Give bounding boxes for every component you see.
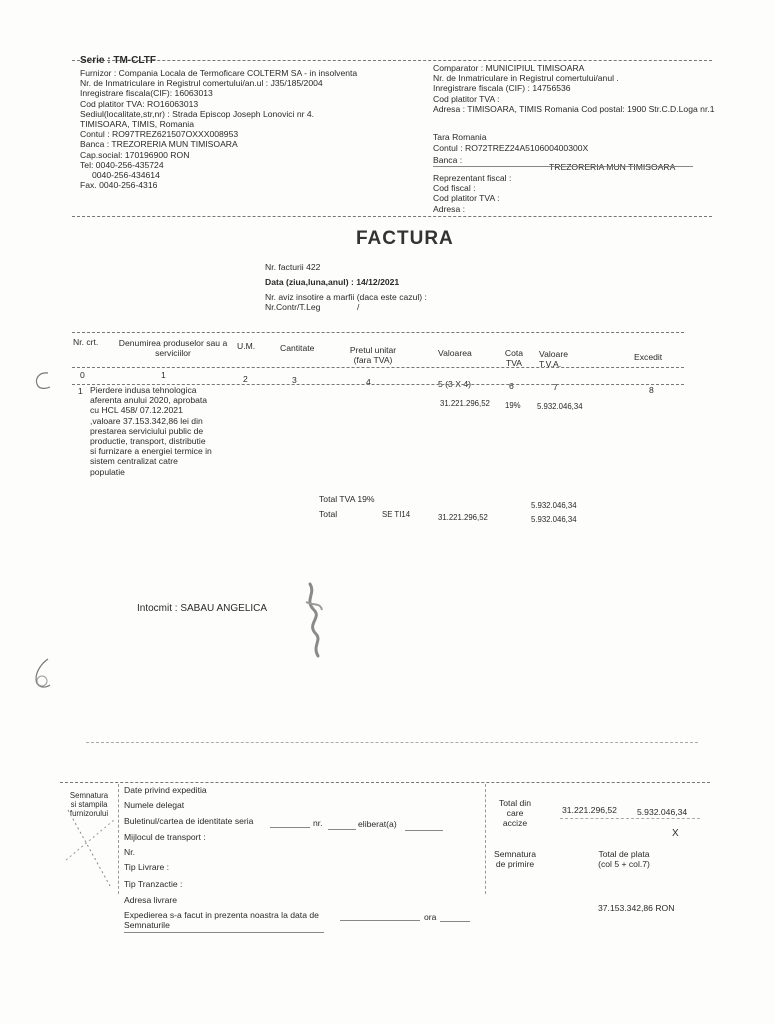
punch-mark-top	[30, 370, 54, 392]
receipt-signature-label	[490, 849, 540, 869]
total-tva: 5.932.046,34	[531, 515, 577, 524]
supplier-block	[80, 68, 357, 190]
supplier-line: Tel: 0040-256-435724	[80, 159, 164, 170]
total-plata-label	[588, 849, 660, 869]
expediere-ora-line	[440, 921, 470, 922]
index-cell: 6	[509, 381, 514, 391]
top-divider	[72, 60, 712, 61]
total-tva-label: Total TVA 19%	[319, 494, 375, 504]
buyer-line: Cod platitor TVA :	[433, 93, 500, 104]
supplier-line: Sediul(localitate,str,nr) : Strada Episcop Joseph Lonovici nr 4.	[80, 108, 315, 119]
th-pret: Pretul unitar (fara TVA)	[349, 345, 397, 366]
supplier-line: Contul : RO97TREZ621507OXXX008953	[80, 129, 239, 140]
buyer-line: Adresa : TIMISOARA, TIMIS Romania Cod postal: 1900 Str.C.D.Loga nr.1	[433, 103, 715, 114]
footer-total-tva: 5.932.046,34	[637, 807, 688, 817]
supplier-line: Banca : TREZORERIA MUN TIMISOARA	[80, 139, 238, 150]
header-sep-1	[72, 367, 684, 368]
total-din-care-line: accize	[502, 818, 528, 829]
footer-field-tip-tranzactie: Tip Tranzactie :	[124, 879, 183, 889]
buyer-line: Nr. de Inmatriculare in Registrul comertului/anul .	[433, 73, 619, 84]
th-denumire: Denumirea produselor sau a serviciilor	[118, 338, 228, 359]
th-cantitate: Cantitate	[280, 343, 315, 353]
footer-field-buletin: Buletinul/cartea de identitate seria	[124, 816, 254, 826]
buyer-extra-line: Cod fiscal :	[433, 183, 476, 194]
description-line: aferenta anului 2020, aprobata	[90, 395, 208, 406]
invoice-title: FACTURA	[356, 228, 454, 249]
row-valoare-tva: 5.932.046,34	[537, 402, 583, 411]
th-valoarea: Valoarea	[438, 348, 472, 358]
index-cell: 0	[80, 370, 85, 380]
footer-field-transport: Mijlocul de transport :	[124, 832, 206, 842]
buyer-extra	[433, 173, 511, 214]
description-line: si furnizare a energiei termice in	[90, 446, 212, 457]
footer-field-nr: Nr.	[124, 847, 135, 857]
buyer-account: Contul : RO72TREZ24A510600400300X	[433, 143, 589, 153]
buletin-line-3	[405, 830, 443, 831]
total-valoare: 31.221.296,52	[438, 513, 488, 522]
header-divider	[72, 216, 712, 217]
receipt-label-line: de primire	[495, 859, 535, 870]
lower-divider	[86, 742, 698, 743]
index-cell: 1	[161, 370, 166, 380]
stamp-label-line: Semnatura	[69, 791, 109, 800]
footer-total-value: 31.221.296,52	[562, 805, 617, 815]
footer-field-expeditie: Date privind expeditia	[124, 785, 207, 795]
buyer-block	[433, 63, 715, 114]
footer-vline-2	[485, 784, 486, 894]
description-line: populatie	[90, 466, 125, 477]
stamp-label-line: si stampila	[70, 800, 108, 809]
supplier-line: Fax. 0040-256-4316	[80, 180, 158, 191]
total-tva-value: 5.932.046,34	[531, 501, 577, 510]
th-nr: Nr. crt.	[73, 337, 99, 347]
series-label: Serie : TM-CLTF	[80, 55, 156, 66]
row-cota: 19%	[505, 401, 521, 410]
index-cell: 8	[649, 385, 654, 395]
total-plata-line: Total de plata	[598, 849, 650, 859]
buyer-extra-line: Adresa :	[433, 203, 466, 214]
th-excedit: Excedit	[634, 352, 663, 362]
supplier-line: Furnizor : Compania Locala de Termoficare COLTERM SA - in insolventa	[80, 68, 358, 78]
description-line: productie, transport, distributie	[90, 436, 206, 447]
footer-x-mark: X	[672, 828, 679, 839]
table-top-rule	[72, 332, 684, 333]
expediere-date-line	[340, 920, 420, 921]
description-line: cu HCL 458/ 07.12.2021	[90, 405, 183, 416]
th-valoare-tva: Valoare T.V.A.	[539, 349, 568, 370]
stamp-marks	[60, 800, 120, 890]
supplier-line: Cap.social: 170196900 RON	[80, 149, 190, 160]
total-code: SE TI14	[382, 510, 411, 519]
supplier-line: Nr. de Inmatriculare in Registrul comertului/an.ul : J35/185/2004	[80, 78, 323, 89]
intocmit-label: Intocmit : SABAU ANGELICA	[137, 603, 268, 614]
footer-total-underline	[560, 818, 700, 819]
total-plata-value: 37.153.342,86 RON	[598, 903, 675, 913]
supplier-line: Inregistrare fiscala(CIF): 16063013	[80, 88, 213, 99]
footer-eliberat-label: eliberat(a)	[358, 819, 397, 829]
row-description	[90, 385, 212, 477]
footer-field-expedierea: Expedierea s-a facut in prezenta noastra la data de	[124, 910, 319, 920]
total-din-care-label	[490, 798, 540, 829]
invoice-date: Data (ziua,luna,anul) : 14/12/2021	[265, 277, 400, 287]
total-din-care-line: Total din	[498, 798, 531, 808]
footer-nr-label: nr.	[313, 818, 323, 828]
th-cota: Cota TVA	[504, 348, 524, 369]
buyer-bank-label: Banca :	[433, 155, 463, 165]
invoice-number: Nr. facturii 422	[265, 262, 321, 272]
punch-mark-bottom	[28, 655, 58, 693]
buyer-extra-line: Reprezentant fiscal :	[433, 173, 512, 183]
total-plata-line: (col 5 + col.7)	[598, 859, 650, 870]
buyer-line: Inregistrare fiscala (CIF) : 14756536	[433, 83, 571, 94]
footer-ora-label: ora	[424, 912, 437, 922]
footer-field-tip-livrare: Tip Livrare :	[124, 862, 170, 872]
supplier-line: TIMISOARA, TIMIS, Romania	[80, 119, 194, 130]
index-cell: 2	[243, 374, 248, 384]
invoice-contract: Nr.Contr/T.Leg	[265, 302, 321, 312]
buyer-bank-value: TREZORERIA MUN TIMISOARA	[549, 162, 676, 172]
footer-top-rule	[60, 782, 710, 783]
footer-field-adresa: Adresa livrare	[124, 895, 178, 905]
bank-underline	[433, 166, 693, 167]
buletin-line-2	[328, 829, 356, 830]
row-nr: 1	[78, 386, 83, 396]
footer-field-semnaturile: Semnaturile	[124, 920, 170, 930]
index-cell: 4	[366, 377, 371, 387]
description-line: ,valoare 37.153.342,86 lei din	[90, 415, 203, 426]
index-cell: 7	[553, 382, 558, 392]
index-cell: 3	[292, 375, 297, 385]
supplier-line: 0040-256-434614	[92, 170, 160, 181]
total-din-care-line: care	[506, 808, 524, 819]
supplier-line: Cod platitor TVA: RO16063013	[80, 98, 199, 109]
buyer-country: Tara Romania	[433, 132, 487, 142]
contract-slash: /	[357, 302, 360, 312]
description-line: sistem centralizat catre	[90, 456, 178, 467]
row-valoarea: 31.221.296,52	[440, 399, 490, 408]
th-um: U.M.	[237, 341, 256, 351]
signature-scribble	[296, 580, 336, 660]
total-label: Total	[319, 509, 338, 519]
buyer-line: Comparator : MUNICIPIUL TIMISOARA	[433, 63, 585, 73]
semnaturile-line	[124, 932, 324, 933]
description-line: Pierdere indusa tehnologica	[90, 385, 197, 395]
receipt-label-line: Semnatura	[493, 849, 537, 859]
buyer-extra-line: Cod platitor TVA :	[433, 193, 500, 204]
stamp-label-line: furnizorului	[69, 809, 109, 818]
invoice-aviz: Nr. aviz insotire a marfii (daca este cazul) :	[265, 292, 427, 302]
description-line: prestarea serviciului public de	[90, 425, 204, 436]
footer-field-delegat: Numele delegat	[124, 800, 185, 810]
index-cell: 5 (3 X 4)	[438, 379, 471, 389]
buletin-line-1	[270, 827, 310, 828]
